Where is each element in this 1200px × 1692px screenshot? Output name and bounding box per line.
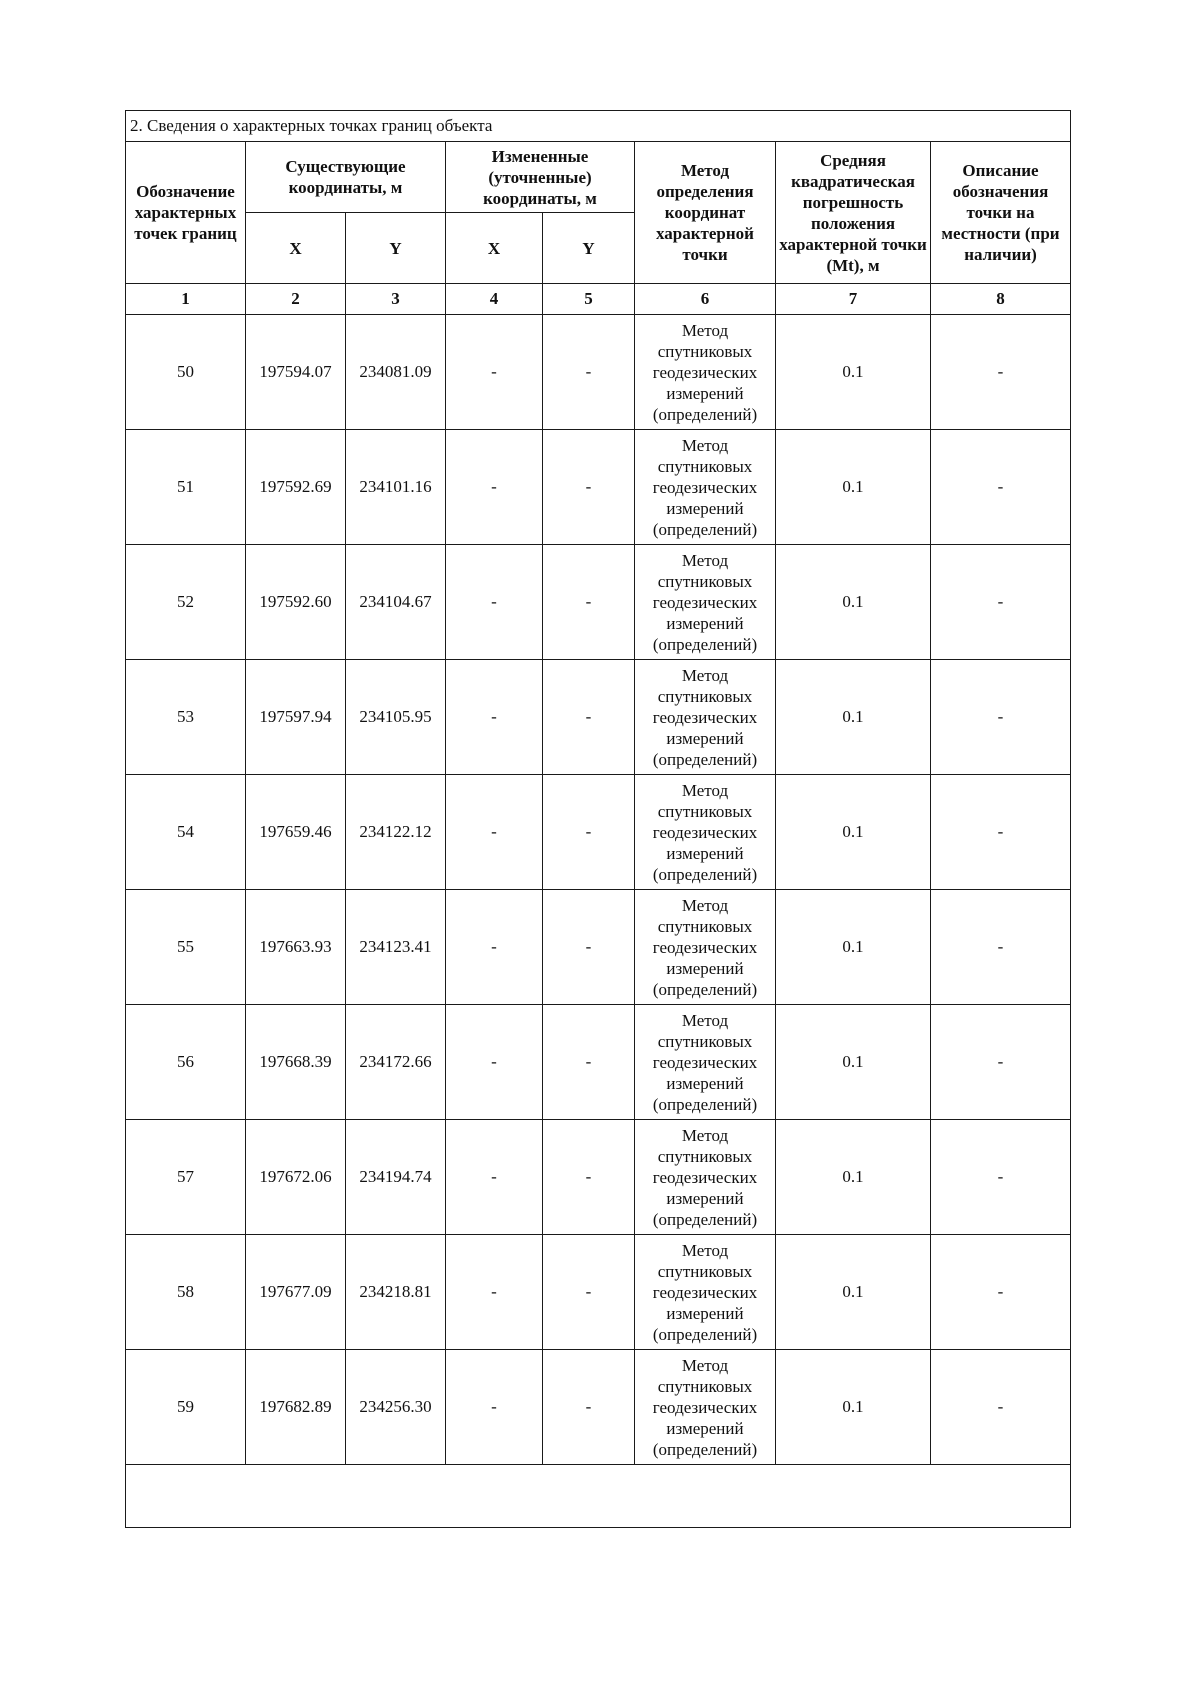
- changed-x-value: -: [446, 1235, 543, 1350]
- changed-y-value: -: [543, 890, 635, 1005]
- document-sheet: [125, 110, 1070, 1528]
- header-method: Метод определения координат характерной точки: [635, 142, 776, 284]
- empty-footer-row: [126, 1465, 1071, 1528]
- existing-x-value: 197682.89: [246, 1350, 346, 1465]
- changed-x-value: -: [446, 890, 543, 1005]
- changed-y-value: -: [543, 775, 635, 890]
- existing-x-value: 197672.06: [246, 1120, 346, 1235]
- existing-x-value: 197594.07: [246, 315, 346, 430]
- description-value: -: [931, 890, 1071, 1005]
- point-number: 57: [126, 1120, 246, 1235]
- description-value: -: [931, 430, 1071, 545]
- point-number: 59: [126, 1350, 246, 1465]
- point-number: 58: [126, 1235, 246, 1350]
- column-number: 5: [543, 284, 635, 315]
- header-designation: Обозначение характерных точек границ: [126, 142, 246, 284]
- changed-x-value: -: [446, 430, 543, 545]
- header-changed-coordinates: Измененные (уточненные) координаты, м: [446, 142, 635, 213]
- method-text: Метод спутниковых геодезических измерений (определений): [635, 890, 776, 1005]
- description-value: -: [931, 775, 1071, 890]
- mean-error-value: 0.1: [776, 660, 931, 775]
- table-row: [126, 890, 1071, 1005]
- column-number: 7: [776, 284, 931, 315]
- existing-x-value: 197663.93: [246, 890, 346, 1005]
- changed-y-value: -: [543, 430, 635, 545]
- existing-x-value: 197592.60: [246, 545, 346, 660]
- existing-y-value: 234194.74: [346, 1120, 446, 1235]
- table-row: [126, 1005, 1071, 1120]
- method-text: Метод спутниковых геодезических измерений (определений): [635, 545, 776, 660]
- point-number: 55: [126, 890, 246, 1005]
- mean-error-value: 0.1: [776, 890, 931, 1005]
- section-title: 2. Сведения о характерных точках границ объекта: [126, 111, 1071, 142]
- table-row: [126, 1120, 1071, 1235]
- method-text: Метод спутниковых геодезических измерений (определений): [635, 315, 776, 430]
- existing-y-value: 234104.67: [346, 545, 446, 660]
- point-number: 56: [126, 1005, 246, 1120]
- changed-x-value: -: [446, 1005, 543, 1120]
- table-row: [126, 430, 1071, 545]
- changed-y-value: -: [543, 1350, 635, 1465]
- existing-y-value: 234218.81: [346, 1235, 446, 1350]
- point-number: 51: [126, 430, 246, 545]
- boundary-points-table: [125, 110, 1071, 1528]
- column-number: 4: [446, 284, 543, 315]
- description-value: -: [931, 1235, 1071, 1350]
- existing-x-value: 197659.46: [246, 775, 346, 890]
- mean-error-value: 0.1: [776, 545, 931, 660]
- header-description: Описание обозначения точки на местности (при наличии): [931, 142, 1071, 284]
- existing-y-value: 234122.12: [346, 775, 446, 890]
- method-text: Метод спутниковых геодезических измерений (определений): [635, 775, 776, 890]
- table-row: [126, 315, 1071, 430]
- description-value: -: [931, 1120, 1071, 1235]
- changed-x-value: -: [446, 1120, 543, 1235]
- mean-error-value: 0.1: [776, 1350, 931, 1465]
- existing-x-value: 197592.69: [246, 430, 346, 545]
- existing-y-value: 234172.66: [346, 1005, 446, 1120]
- method-text: Метод спутниковых геодезических измерений (определений): [635, 1120, 776, 1235]
- empty-footer-cell: [126, 1465, 1071, 1528]
- point-number: 53: [126, 660, 246, 775]
- existing-y-value: 234256.30: [346, 1350, 446, 1465]
- column-number: 8: [931, 284, 1071, 315]
- changed-y-value: -: [543, 315, 635, 430]
- changed-x-value: -: [446, 315, 543, 430]
- method-text: Метод спутниковых геодезических измерений (определений): [635, 660, 776, 775]
- mean-error-value: 0.1: [776, 1120, 931, 1235]
- existing-x-value: 197597.94: [246, 660, 346, 775]
- method-text: Метод спутниковых геодезических измерений (определений): [635, 1005, 776, 1120]
- changed-x-value: -: [446, 545, 543, 660]
- changed-y-value: -: [543, 1005, 635, 1120]
- header-existing-x: X: [246, 213, 346, 284]
- changed-y-value: -: [543, 1120, 635, 1235]
- mean-error-value: 0.1: [776, 1005, 931, 1120]
- point-number: 52: [126, 545, 246, 660]
- changed-x-value: -: [446, 660, 543, 775]
- column-number: 1: [126, 284, 246, 315]
- column-number: 6: [635, 284, 776, 315]
- description-value: -: [931, 315, 1071, 430]
- header-changed-y: Y: [543, 213, 635, 284]
- mean-error-value: 0.1: [776, 430, 931, 545]
- point-number: 50: [126, 315, 246, 430]
- column-number: 2: [246, 284, 346, 315]
- header-existing-y: Y: [346, 213, 446, 284]
- mean-error-value: 0.1: [776, 775, 931, 890]
- existing-y-value: 234081.09: [346, 315, 446, 430]
- description-value: -: [931, 660, 1071, 775]
- header-changed-x: X: [446, 213, 543, 284]
- existing-y-value: 234123.41: [346, 890, 446, 1005]
- column-number: 3: [346, 284, 446, 315]
- existing-y-value: 234105.95: [346, 660, 446, 775]
- changed-x-value: -: [446, 1350, 543, 1465]
- mean-error-value: 0.1: [776, 1235, 931, 1350]
- table-row: [126, 1350, 1071, 1465]
- header-mean-error: Средняя квадратическая погрешность положения характерной точки (Mt), м: [776, 142, 931, 284]
- changed-y-value: -: [543, 545, 635, 660]
- table-row: [126, 545, 1071, 660]
- existing-y-value: 234101.16: [346, 430, 446, 545]
- changed-y-value: -: [543, 1235, 635, 1350]
- table-row: [126, 660, 1071, 775]
- table-row: [126, 775, 1071, 890]
- description-value: -: [931, 545, 1071, 660]
- mean-error-value: 0.1: [776, 315, 931, 430]
- existing-x-value: 197677.09: [246, 1235, 346, 1350]
- method-text: Метод спутниковых геодезических измерений (определений): [635, 1350, 776, 1465]
- point-number: 54: [126, 775, 246, 890]
- method-text: Метод спутниковых геодезических измерений (определений): [635, 430, 776, 545]
- description-value: -: [931, 1350, 1071, 1465]
- changed-y-value: -: [543, 660, 635, 775]
- method-text: Метод спутниковых геодезических измерений (определений): [635, 1235, 776, 1350]
- table-row: [126, 1235, 1071, 1350]
- existing-x-value: 197668.39: [246, 1005, 346, 1120]
- changed-x-value: -: [446, 775, 543, 890]
- description-value: -: [931, 1005, 1071, 1120]
- header-existing-coordinates: Существующие координаты, м: [246, 142, 446, 213]
